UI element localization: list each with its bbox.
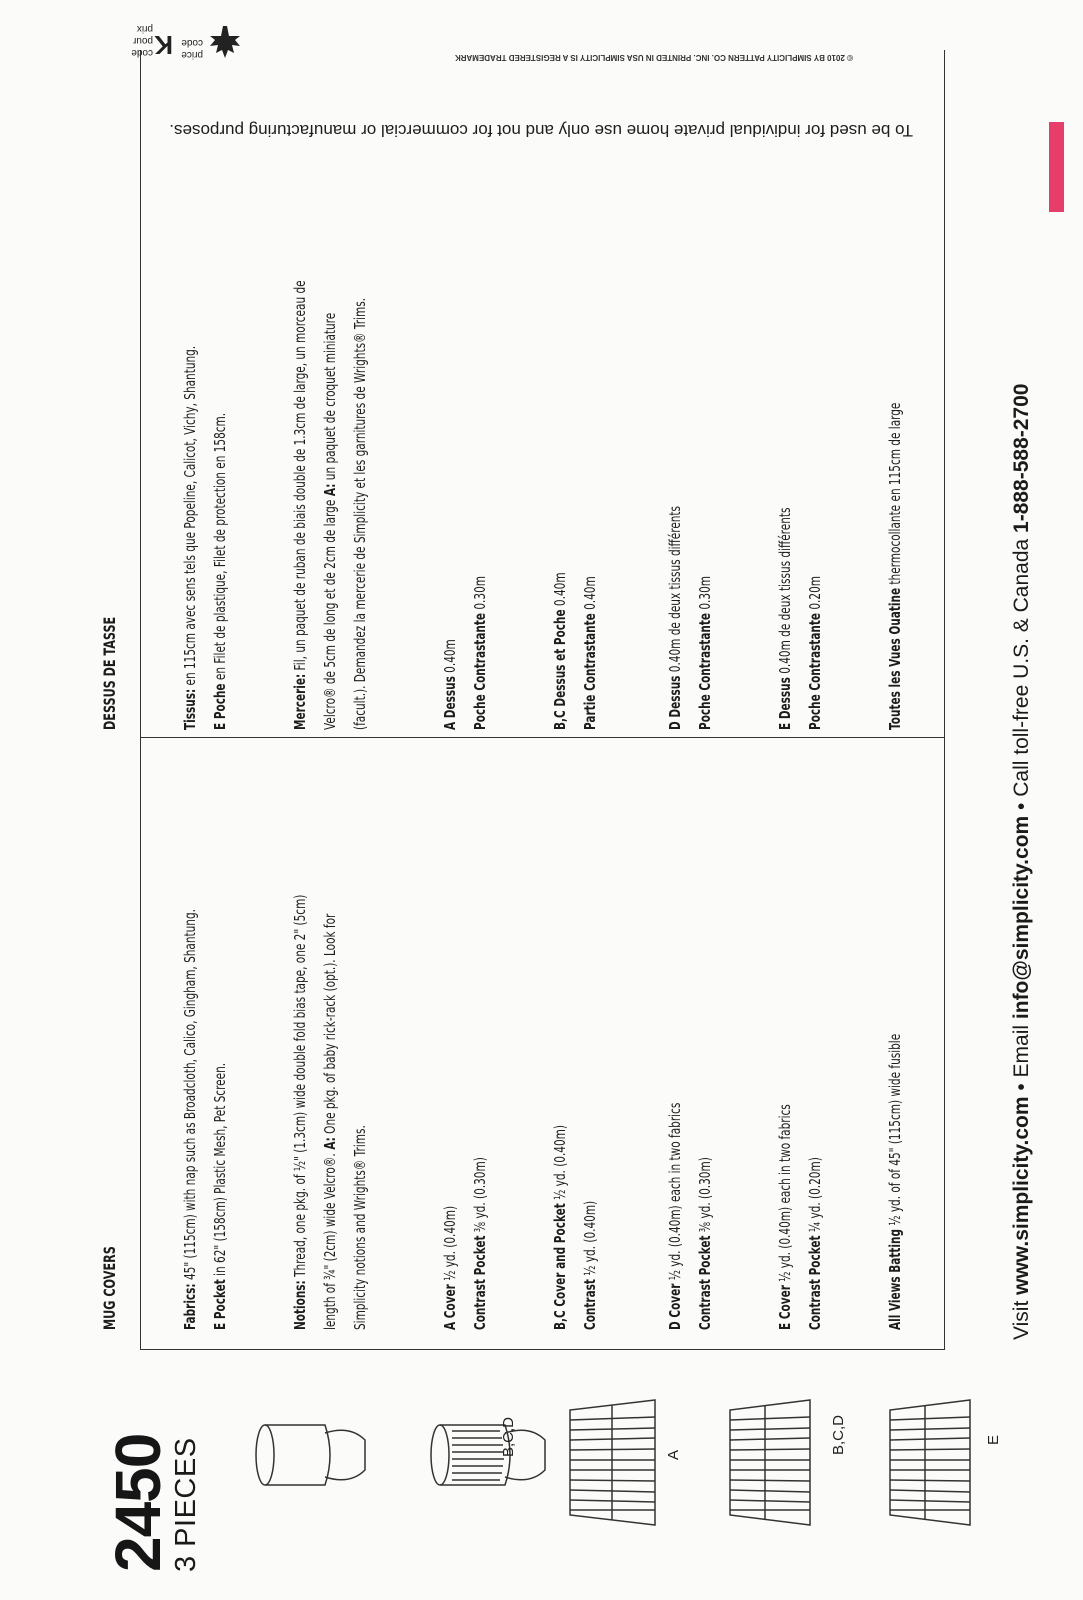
phone-number: 1-888-588-2700 xyxy=(1010,383,1033,533)
price-code-label-4: pour xyxy=(132,35,153,46)
price-code-label-1: price xyxy=(181,49,203,60)
english-view-bc: B,C Cover and Pocket ½ yd. (0.40m) Contrast ½ yd. (0.40m) xyxy=(551,1124,599,1330)
english-fabrics: Fabrics: 45" (115cm) with nap such as Broadcloth, Calico, Gingham, Shantung. E Pocket in 62" (158cm) Plastic Mesh, Pet Screen. xyxy=(181,909,229,1330)
copyright-line: © 2010 BY SIMPLICITY PATTERN CO. INC. PRINTED IN USA SIMPLICITY IS A REGISTERED TRADEMARK xyxy=(454,53,853,62)
mug-with-cover-icon xyxy=(431,1425,545,1485)
english-title: MUG COVERS xyxy=(100,1246,119,1330)
mug-icon xyxy=(256,1425,365,1485)
view-bcd-cover-drawing xyxy=(730,1400,810,1525)
maple-leaf-icon xyxy=(207,24,243,60)
english-notions: Notions: Thread, one pkg. of ½" (1.3cm) wide double fold bias tape, one 2" (5cm) length of ¾" (2cm) wide Velcro®. A: One pkg. of baby rick-rack (opt.). Look for Simplicity notions and Wrights® Trims. xyxy=(291,894,369,1330)
english-view-d: D Cover ½ yd. (0.40m) each in two fabrics Contrast Pocket ⅜ yd. (0.30m) xyxy=(666,1102,714,1330)
price-code-label-2: code xyxy=(181,37,203,48)
top-rule xyxy=(140,50,141,1350)
french-fabrics: Tissus: en 115cm avec sens tels que Popeline, Calicot, Vichy, Shantung. E Poche en Filet de plastique, Filet de protection en 158cm. xyxy=(181,345,229,730)
contact-footer: Visit www.simplicity.com • Email info@simplicity.com • Call toll-free U.S. & Canada 1-888-588-2700 xyxy=(1010,383,1033,1340)
price-code-label-3: code xyxy=(131,47,153,58)
inverted-top-strip xyxy=(0,0,1083,160)
french-view-a: A Dessus 0.40m Poche Contrastante 0.30m xyxy=(441,576,489,730)
pattern-header xyxy=(102,1433,203,1572)
row-divider-1 xyxy=(140,1349,945,1350)
price-code-label-5: prix xyxy=(136,23,153,34)
english-view-e: E Cover ½ yd. (0.40m) each in two fabrics Contrast Pocket ¼ yd. (0.20m) xyxy=(776,1104,824,1330)
website-link[interactable]: www.simplicity.com xyxy=(1010,1096,1033,1295)
view-label-bcd-top: B,C,D xyxy=(500,1416,517,1457)
french-batting: Toutes les Vues Ouatine thermocollante en 115cm de large xyxy=(886,402,904,730)
pattern-number: 2450 xyxy=(102,1433,174,1572)
email-link[interactable]: info@simplicity.com xyxy=(1010,815,1033,1020)
french-notions: Mercerie: Fil, un paquet de ruban de biais double de 1.3cm de large, un morceau de Velcro® de 5cm de long et de 2cm de large A: un paquet de croquet miniature (facult.). Demandez la mercerie de Simplicity et les garnitures de Wrights® Trims. xyxy=(291,280,369,730)
english-batting: All Views Batting ½ yd. of of 45" (115cm) wide fusible xyxy=(886,1033,904,1330)
pieces-count: 3 PIECES xyxy=(170,1437,202,1572)
view-label-bcd: B,C,D xyxy=(830,1414,847,1455)
view-e-cover-drawing xyxy=(890,1400,970,1525)
french-title: DESSUS DE TASSE xyxy=(100,616,119,730)
french-view-e: E Dessus 0.40m de deux tissus différents Poche Contrastante 0.20m xyxy=(776,507,824,730)
illustrations xyxy=(200,1330,1060,1580)
view-label-e: E xyxy=(985,1434,1002,1445)
english-view-a: A Cover ½ yd. (0.40m) Contrast Pocket ⅜ yd. (0.30m) xyxy=(441,1157,489,1330)
french-view-bc: B,C Dessus et Poche 0.40m Partie Contrastante 0.40m xyxy=(551,572,599,730)
price-code-letter: K xyxy=(154,30,173,60)
column-divider xyxy=(140,737,945,738)
french-view-d: D Dessus 0.40m de deux tissus différents Poche Contrastante 0.30m xyxy=(666,505,714,730)
bottom-rule xyxy=(944,50,945,1350)
view-a-cover-drawing xyxy=(570,1400,655,1525)
usage-warning: To be used for individual private home use only and not for commercial or manufacturing purposes. xyxy=(169,121,913,140)
price-code-box xyxy=(123,20,203,60)
view-label-a: A xyxy=(665,1449,682,1460)
